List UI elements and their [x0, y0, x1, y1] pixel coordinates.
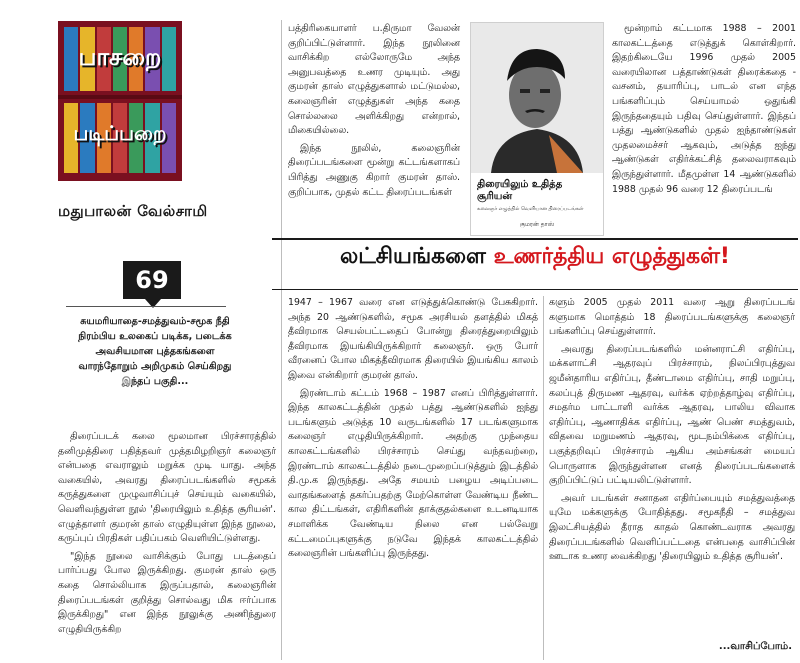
body-column-2 — [288, 296, 538, 565]
column-divider — [543, 296, 544, 660]
divider — [66, 306, 226, 307]
paragraph: இந்த நூலில், கலைஞரின் திரைப்படங்களை மூன்று கட்டங்களாகப் பிரித்து அணுகு கிறார் குமரன் தாஸ். குறிப்பாக, முதல் கட்ட திரைப்படங்கள் — [288, 142, 460, 198]
paragraph: அவரது திரைப்படங்களில் மன்னராட்சி எதிர்ப்பு, மக்களாட்சி ஆதரவுப் பிரச்சாரம், நிலப்பிரபுத்துவ ஜமீன்தாரிய எதிர்ப்பு, தீண்டாமை எதிர்ப்பு, சாதி மறுப்பு, கலப்புத் திருமண ஆதரவு, வர்க்க ஏற்றத்தாழ்வு எதிர்ப்பு, சமதர்ம பாட்டாளி வர்க்க ஆதரவு, பாலிய விவாக எதிர்ப்பு, ஆணாதிக்க எதிர்ப்பு, ஆண் பெண் சமத்துவம், விதவை மறுமணம் ஆதரவு, மூடநம்பிக்கை எதிர்ப்பு, பகுத்தறிவுப் பிரச்சாரம் ஆகிய அம்சங்கள் மையப் பொருளாக இருந்துள்ளன எனத் திரைப்படங்களைக் குறிப்பிட்டுப் பட்டியலிட்டுள்ளார். — [549, 343, 795, 487]
paragraph: களும் 2005 முதல் 2011 வரை ஆறு திரைப்படங் களுமாக மொத்தம் 18 திரைப்படங்களுக்கு கலைஞர் பங்களிப்பு செய்துள்ளார். — [549, 297, 795, 338]
logo-word-1: பாசறை — [78, 43, 162, 71]
body-column-middle-top — [288, 22, 460, 203]
book-cover-portrait — [471, 23, 603, 235]
body-column-3 — [549, 296, 795, 568]
paragraph: திரைப்படக் கலை மூலமான பிரச்சாரத்தில் தனிமுத்திரை பதித்தவர் முத்தமிழறிஞர் கலைஞர் என்பதை எவராலும் மறுக்க முடி யாது. அந்த வகையில், அவரது திரைப்படங்களில் சமூகக் கருத்துகளை முழுவாசிப்புச் செய்யும் வகையில், வெளிவந்துள்ள நூல் 'திரையிலும் உதித்த சூரியன்'. எழுத்தாளர் குமரன் தாஸ் எழுதியுள்ள இந்த நூலை, கருப்புப் பிரதிகள் பதிப்பகம் வெளியிட்டுள்ளது. — [58, 431, 276, 545]
article-headline — [272, 238, 798, 290]
issue-number: 69 — [123, 261, 181, 299]
book-cover-author: குமரன் தாஸ் — [519, 221, 555, 228]
book-cover-title: திரையிலும் உதித்த சூரியன் — [477, 179, 563, 202]
body-column-right-top — [612, 22, 796, 200]
headline-part-2: உணர்த்திய எழுத்துகள்! — [493, 244, 730, 269]
paragraph: இரண்டாம் கட்டம் 1968 – 1987 எனப் பிரித்துள்ளார். இந்த காலகட்டத்தின் முதல் பத்து ஆண்டுகளில் ஐந்து படங்களும் அடுத்த 10 வருடங்களில் 17 படங்களுமாக கலைஞர் எழுதியிருக்கிறார். அதற்கு முந்தைய காலகட்டங்களில் பிரச்சாரம் செய்து வந்தவற்றை, இரண்டாம் காலகட்டத்தில் நடைமுறைப்படுத்தும் இடத்தில் தி.மு.க இருந்தது. அதே சமயம் பழைய அடிப்படை வாதங்களைத் தகர்ப்பதற்கு மேற்கொள்ள வேண்டிய நீண்ட கால திட்டங்கள், எதிரிகளின் தாக்குதல்களை உடனடியாக சமாளிக்க வேண்டிய நிலை என பல்வேறு கட்டமைப்புகளுக்கு நடுவே இந்தக் காலகட்டத்தில் கலைஞரின் பங்களிப்பு இருந்தது. — [288, 387, 538, 560]
body-column-left — [58, 430, 276, 640]
column-intro: சுயமரியாதை-சமத்துவம்-சமூக நீதி நிரம்பிய உலகைப் படிக்க, படைக்க அவசியமான புத்தகங்களை வாரந்தோறும் அறிமுகம் செய்கிறது இந்தப் பகுதி... — [78, 316, 232, 387]
column-logo — [58, 21, 182, 181]
author-name: மதுபாலன் வேல்சாமி — [58, 202, 208, 220]
paragraph: 1947 – 1967 வரை என எடுத்துக்கொண்டு பேசுகிறார். அந்த 20 ஆண்டுகளில், சமூக அரசியல் தளத்தில் மிகத் தீவிரமாக செயல்பட்டதைப் போன்று திரைத்துறையிலும் தீவிரமாக இயங்கியிருக்கிறார் கலைஞர். ஒரு போர் வீரனைப் போல மிகத்தீவிரமாக திரையில் இயங்கிய காலம் இவை என்கிறார் குமரன் தாஸ். — [288, 297, 538, 381]
paragraph: "இந்த நூலை வாசிக்கும் போது படத்தைப் பார்ப்பது போல இருக்கிறது. குமரன் தாஸ் ஒரு கதை சொல்லியாக இருப்பதால், கலைஞரின் திரைப்படங்கள் குறித்து சொல்வது மிக ஈர்ப்பாக இருக்கிறது" என இந்த நூலுக்கு அணிந்துரை எழுதியிருக்கிற — [58, 550, 276, 635]
signoff: ...வாசிப்போம். — [718, 641, 792, 652]
paragraph: பத்திரிகையாளர் ப.திருமா வேலன் குறிப்பிட்டுள்ளார். இந்த நூலினை வாசிக்கிற எல்லோருமே அந்த அனுபவத்தை உணர முடியும். அது குமரன் தாஸ் எழுத்துகளால் மட்டுமல்ல, கலைஞரின் எழுத்துகள் அந்த கதை சொல்லலை அளிக்கிறது என்றால், மிகையில்லை. — [288, 23, 460, 137]
logo-word-2: படிப்பறை — [73, 121, 167, 145]
book-cover-subtitle: கலைஞர் எழுத்தில் வெளியான திரைப்படங்கள் — [477, 206, 584, 212]
book-cover — [470, 22, 604, 236]
column-divider — [281, 20, 282, 660]
headline-part-1: லட்சியங்களை — [340, 244, 486, 269]
paragraph: அவர் படங்கள் சனாதன எதிர்ப்பையும் சமத்துவத்தை யுமே மக்களுக்கு போதித்தது. சமூகநீதி – சமத்துவ இலட்சியத்தில் தீராத காதல் கொண்டவராக அவரது திரைப்படங்களில் வெளிப்பட்டதை என்பதை வாசிப்பின் ஊடாக உணர வைக்கிறது 'திரையிலும் உதித்த சூரியன்'. — [549, 492, 795, 563]
paragraph: மூன்றாம் கட்டமாக 1988 – 2001 காலகட்டத்தை எடுத்துக் கொள்கிறார். இதற்கிடையே 1996 முதல் 2005 வரையிலான பத்தாண்டுகள் திரைக்கதை - வசனம், தயாரிப்பு, பாடல் என எந்த பங்களிப்பும் செய்யாமல் ஒதுங்கி இருந்ததையும் பதிவு செய்துள்ளார். இந்தப் பத்து ஆண்டுகளில் முதல் ஐந்தாண்டுகள் முதலமைச்சர் ஆகவும், அடுத்த ஐந்து ஆண்டுகள் எதிர்க்கட்சித் தலைவராகவும் இருந்துள்ளார். மீதமுள்ள 14 ஆண்டுகளில் 1988 முதல் 96 வரை 12 திரைப்படங் — [612, 23, 796, 195]
